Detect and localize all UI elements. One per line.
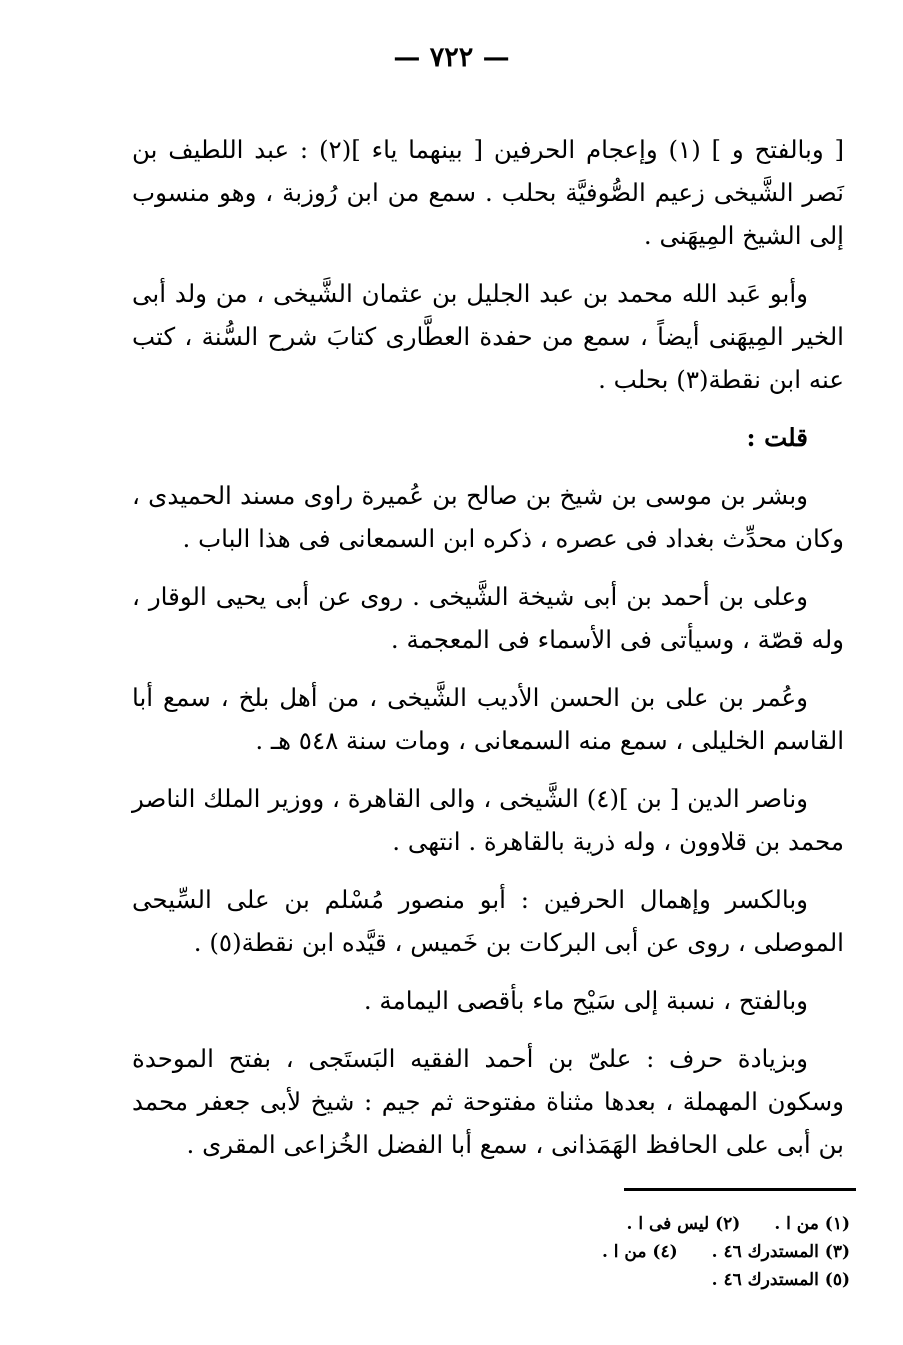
footnote-5: (٥) المستدرك ٤٦ .	[711, 1270, 850, 1290]
paragraph: وبشر بن موسى بن شيخ بن صالح بن عُميرة راوى مسند الحميدى ، وكان محدِّث بغداد فى عصره ، ذكره ابن السمعانى فى هذا الباب .	[132, 481, 844, 553]
footnote-2: (٢) ليس فى ا .	[626, 1214, 741, 1234]
paragraph: وبالفتح ، نسبة إلى سَيْح ماء بأقصى اليمامة .	[363, 986, 808, 1015]
paragraph: وناصر الدين [ بن ](٤) الشَّيخى ، والى القاهرة ، ووزير الملك الناصر محمد بن قلاوون ، وله ذرية بالقاهرة . انتهى .	[132, 784, 844, 856]
paragraph: وبالكسر وإهمال الحرفين : أبو منصور مُسْلم بن على السِّيحى الموصلى ، روى عن أبى البركات بن خَميس ، قيَّده ابن نقطة(٥) .	[132, 885, 844, 957]
page-number: — ٧٢٢ —	[393, 42, 510, 73]
footnote-row	[540, 1238, 850, 1266]
paragraph: [ وبالفتح و ] (١) وإعجام الحرفين [ بينهما ياء ](٢) : عبد اللطيف بن نَصر الشَّيخى زعيم الصُّوفيَّة بحلب . سمع من ابن رُوزبة ، وهو منسوب إلى الشيخ المِيهَنى .	[132, 135, 844, 250]
section-heading: قلت :	[746, 423, 808, 452]
footnote-3: (٣) المستدرك ٤٦ .	[711, 1242, 850, 1262]
paragraph: وبزيادة حرف : علىّ بن أحمد الفقيه البَستَجى ، بفتح الموحدة وسكون المهملة ، بعدها مثناة مفتوحة ثم جيم : شيخ لأبى جعفر محمد بن أبى على الحافظ الهَمَذانى ، سمع أبا الفضل الخُزاعى المقرى .	[132, 1044, 844, 1159]
paragraph: وعُمر بن على بن الحسن الأديب الشَّيخى ، من أهل بلخ ، سمع أبا القاسم الخليلى ، سمع منه السمعانى ، ومات سنة ٥٤٨ هـ .	[132, 683, 844, 755]
paragraph: وأبو عَبد الله محمد بن عبد الجليل بن عثمان الشَّيخى ، من ولد أبى الخير المِيهَنى أيضاً ، سمع من حفدة العطَّارى كتابَ شرح السُّنة ، كتب عنه ابن نقطة(٣) بحلب .	[132, 279, 844, 394]
footnote-row	[540, 1210, 850, 1238]
footnote-row	[540, 1266, 850, 1294]
footnotes	[540, 1210, 850, 1294]
paragraph: وعلى بن أحمد بن أبى شيخة الشَّيخى . روى عن أبى يحيى الوقار ، وله قصّة ، وسيأتى فى الأسماء فى المعجمة .	[132, 582, 844, 654]
footnote-4: (٤) من ا .	[601, 1242, 678, 1262]
footnote-divider	[624, 1188, 856, 1191]
main-text	[132, 128, 844, 1181]
footnote-1: (١) من ا .	[774, 1214, 850, 1234]
